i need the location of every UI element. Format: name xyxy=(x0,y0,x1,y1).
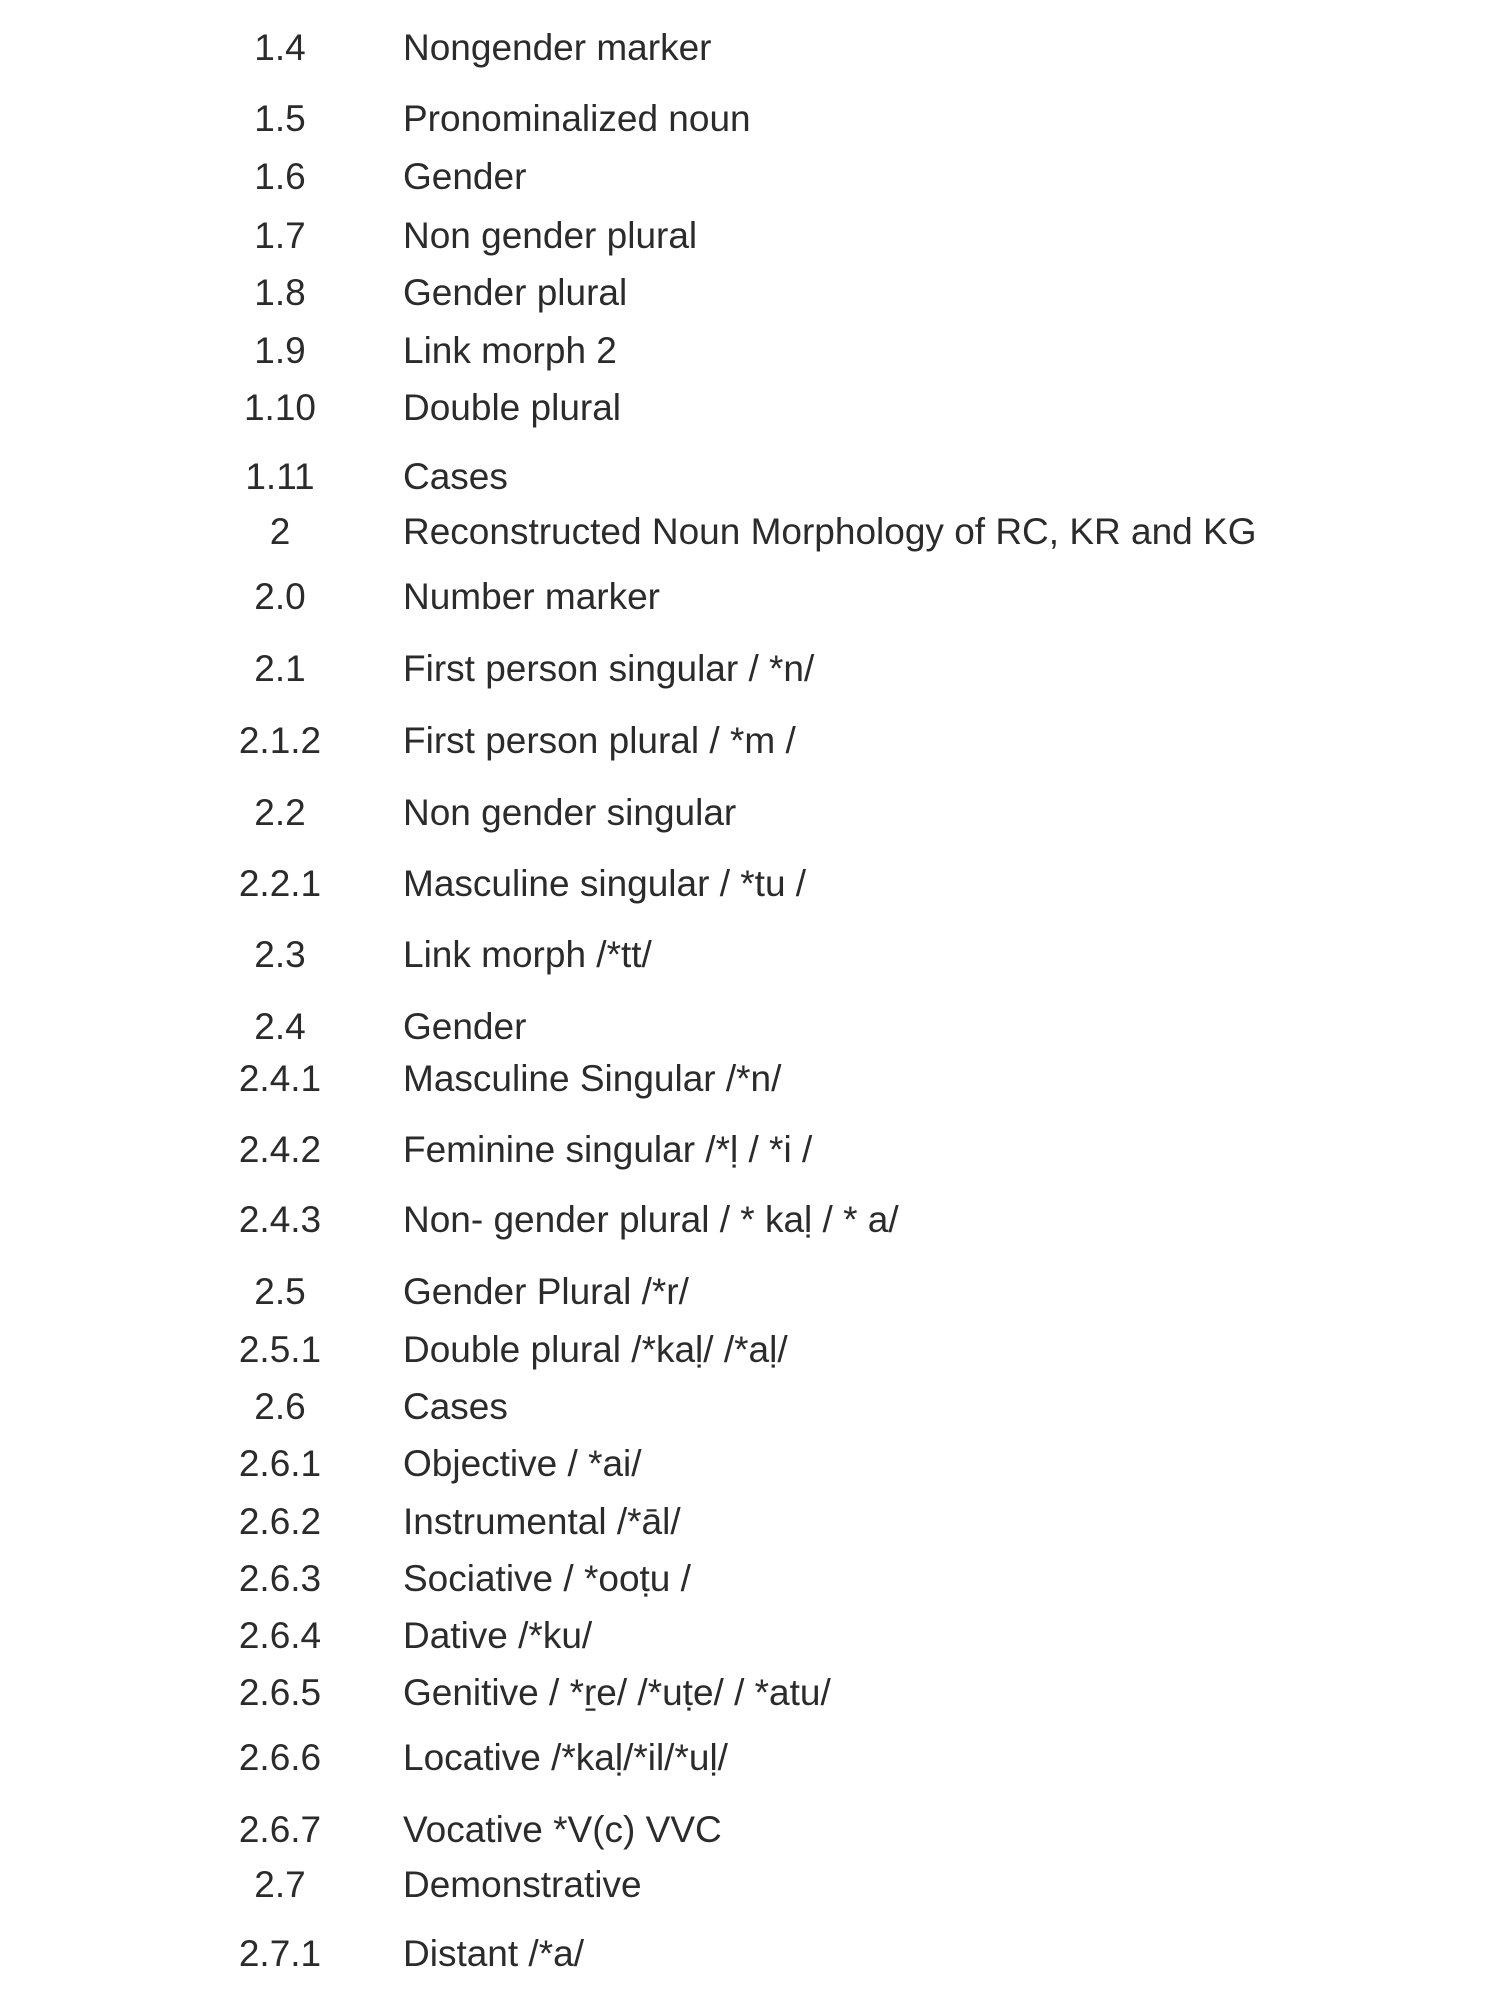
toc-entry-number: 1.10 xyxy=(243,387,316,428)
toc-entry xyxy=(0,788,1500,838)
toc-entry-title: Sociative / *ooṭu / xyxy=(403,1558,691,1599)
toc-entry xyxy=(0,1668,1500,1718)
toc-entry-title: Objective / *ai/ xyxy=(403,1443,642,1484)
toc-entry xyxy=(0,1611,1500,1661)
toc-entry xyxy=(0,1195,1500,1245)
toc-entry-title: Masculine singular / *tu / xyxy=(403,863,807,904)
toc-entry-title: Cases xyxy=(403,1386,508,1427)
toc-entry-number: 2.2.1 xyxy=(238,863,322,904)
toc-entry xyxy=(0,1497,1500,1547)
toc-entry-number: 2.6.6 xyxy=(238,1737,322,1778)
toc-entry xyxy=(0,211,1500,261)
toc-entry-number: 2.6.3 xyxy=(238,1558,322,1599)
toc-entry-title: Number marker xyxy=(403,576,660,617)
toc-entry-number: 1.5 xyxy=(254,98,306,139)
toc-entry-title: Reconstructed Noun Morphology of RC, KR and KG xyxy=(403,511,1257,552)
toc-entry-number: 2.4.1 xyxy=(238,1058,322,1099)
toc-entry-number: 2.4.3 xyxy=(238,1199,322,1240)
toc-entry-number: 1.8 xyxy=(254,272,306,313)
toc-entry-number: 1.9 xyxy=(254,330,306,371)
toc-entry xyxy=(0,1382,1500,1432)
toc-entry-number: 2.1 xyxy=(254,648,306,689)
toc-entry-title: Vocative *V(c) VVC xyxy=(403,1809,722,1850)
toc-entry-number: 1.4 xyxy=(254,27,306,68)
toc-entry-title: Cases xyxy=(403,456,508,497)
toc-entry-number: 2 xyxy=(269,511,291,552)
toc-entry-title: Gender plural xyxy=(403,272,628,313)
toc-entry-title: Double plural xyxy=(403,387,622,428)
toc-entry xyxy=(0,152,1500,202)
toc-entry xyxy=(0,1267,1500,1317)
toc-entry-title: First person plural / *m / xyxy=(403,720,796,761)
toc-entry-title: Non gender singular xyxy=(403,792,737,833)
toc-entry xyxy=(0,1125,1500,1175)
toc-entry-title: Gender xyxy=(403,156,527,197)
toc-entry-number: 2.6 xyxy=(254,1386,306,1427)
toc-entry xyxy=(0,859,1500,909)
toc-entry-number: 2.5 xyxy=(254,1271,306,1312)
toc-entry-title: Distant /*a/ xyxy=(403,1933,584,1974)
toc-entry-title: Double plural /*kaḷ/ /*aḷ/ xyxy=(403,1329,788,1370)
toc-entry-number: 2.6.5 xyxy=(238,1672,322,1713)
toc-entry-title: Demonstrative xyxy=(403,1864,642,1905)
toc-entry xyxy=(0,94,1500,144)
toc-entry xyxy=(0,1929,1500,1979)
toc-entry-number: 2.4.2 xyxy=(238,1129,322,1170)
toc-entry xyxy=(0,326,1500,376)
toc-entry-number: 2.3 xyxy=(254,934,306,975)
toc-entry-number: 1.11 xyxy=(245,456,315,497)
toc-entry xyxy=(0,930,1500,980)
toc-entry-number: 2.6.2 xyxy=(238,1501,322,1542)
toc-entry xyxy=(0,1805,1500,1855)
toc-entry xyxy=(0,1325,1500,1375)
toc-entry xyxy=(0,644,1500,694)
toc-entry-title: Non- gender plural / * kaḷ / * a/ xyxy=(403,1199,899,1240)
toc-entry-number: 2.6.4 xyxy=(238,1615,322,1656)
toc-entry xyxy=(0,572,1500,622)
toc-entry xyxy=(0,268,1500,318)
toc-entry-number: 2.5.1 xyxy=(238,1329,322,1370)
toc-entry-title: Gender xyxy=(403,1006,527,1047)
toc-entry-number: 1.7 xyxy=(254,215,306,256)
toc-entry-title: Link morph /*tt/ xyxy=(403,934,652,975)
toc-entry xyxy=(0,507,1500,557)
toc-entry-title: Pronominalized noun xyxy=(403,98,751,139)
toc-entry-number: 2.7.1 xyxy=(238,1933,322,1974)
toc-entry xyxy=(0,23,1500,73)
toc-entry-title: Instrumental /*āl/ xyxy=(403,1501,681,1542)
toc-entry-title: First person singular / *n/ xyxy=(403,648,815,689)
toc-entry-number: 2.6.7 xyxy=(238,1809,322,1850)
toc-entry-number: 2.7 xyxy=(254,1864,306,1905)
toc-entry xyxy=(0,383,1500,433)
toc-entry xyxy=(0,1439,1500,1489)
toc-entry xyxy=(0,1054,1500,1104)
toc-entry-title: Masculine Singular /*n/ xyxy=(403,1058,782,1099)
toc-entry xyxy=(0,1860,1500,1910)
toc-entry xyxy=(0,452,1500,502)
toc-entry xyxy=(0,1733,1500,1783)
toc-entry-number: 2.2 xyxy=(254,792,306,833)
toc-entry xyxy=(0,1554,1500,1604)
toc-entry-title: Link morph 2 xyxy=(403,330,617,371)
toc-entry-number: 2.6.1 xyxy=(238,1443,322,1484)
toc-entry-title: Non gender plural xyxy=(403,215,698,256)
toc-entry-number: 2.4 xyxy=(254,1006,306,1047)
toc-entry xyxy=(0,1002,1500,1052)
toc-entry-number: 2.1.2 xyxy=(238,720,322,761)
toc-entry-title: Genitive / *ṟe/ /*uṭe/ / *atu/ xyxy=(403,1672,831,1713)
toc-entry-number: 1.6 xyxy=(254,156,306,197)
toc-entry-number: 2.0 xyxy=(254,576,306,617)
toc-entry-title: Nongender marker xyxy=(403,27,712,68)
toc-entry-title: Feminine singular /*ḷ / *i / xyxy=(403,1129,813,1170)
toc-entry-title: Locative /*kaḷ/*il/*uḷ/ xyxy=(403,1737,728,1778)
toc-entry xyxy=(0,716,1500,766)
toc-entry-title: Gender Plural /*r/ xyxy=(403,1271,689,1312)
toc-entry-title: Dative /*ku/ xyxy=(403,1615,593,1656)
